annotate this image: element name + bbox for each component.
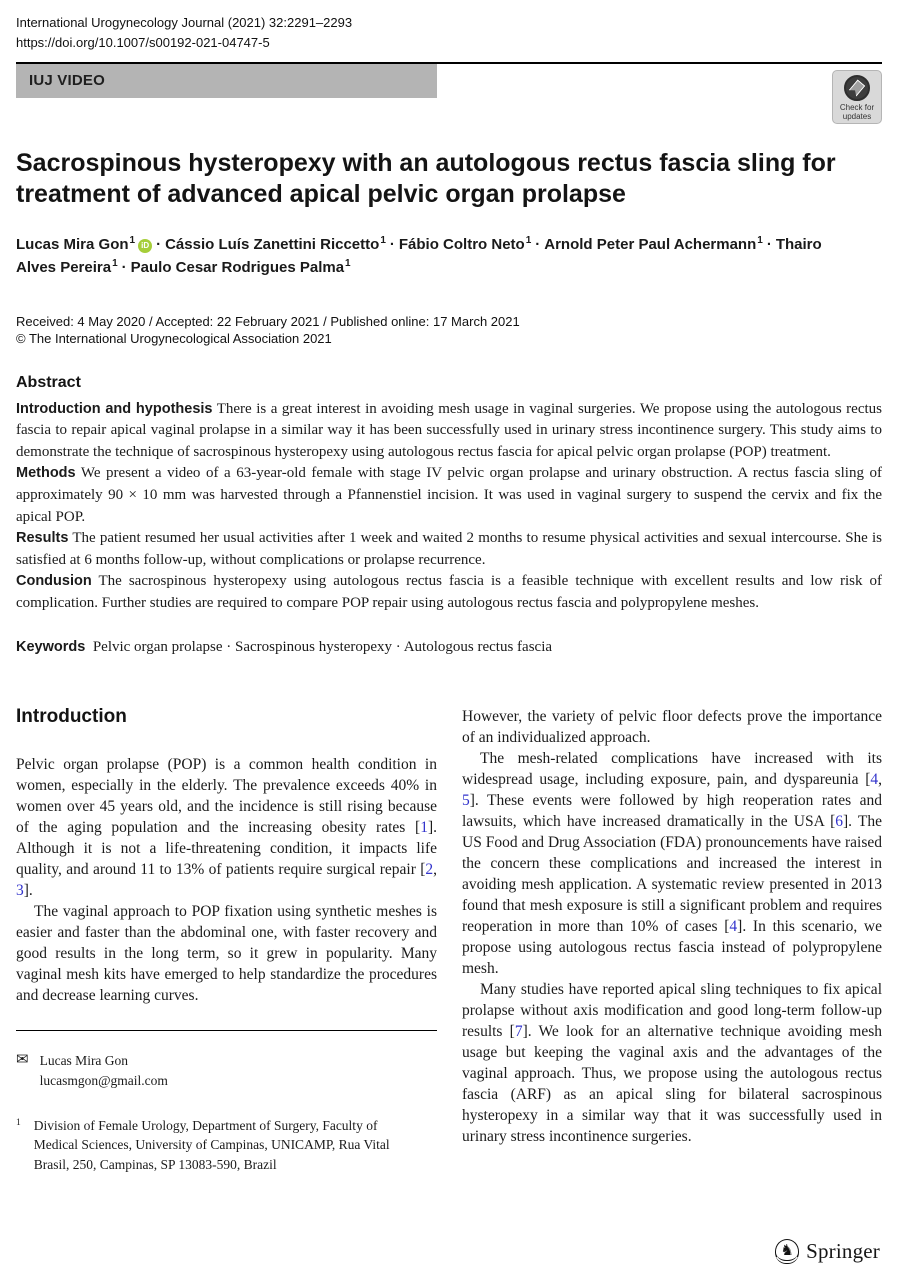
author-name[interactable]: Lucas Mira Gon$^1$	[16, 235, 136, 254]
affiliation-superscript: 1	[112, 258, 118, 270]
journal-citation: International Urogynecology Journal (2021) 32:2291–2293	[16, 15, 353, 30]
citation-link[interactable]: 7	[514, 1022, 523, 1040]
author-separator: ·	[389, 236, 395, 254]
abstract-heading: Abstract	[16, 373, 81, 391]
affiliation-superscript: 1	[345, 258, 351, 270]
author-separator: ·	[156, 236, 162, 254]
footnote-rule	[16, 1030, 437, 1032]
keywords-line	[16, 639, 882, 656]
article-history: Received: 4 May 2020 / Accepted: 22 February 2021 / Published online: 17 March 2021	[16, 313, 520, 329]
abstract-section-label: Introduction and hypothesis	[16, 400, 213, 417]
author-name[interactable]: Arnold Peter Paul Achermann$^1$	[544, 235, 763, 254]
copyright-line: © The International Urogynecological Association 2021	[16, 330, 332, 346]
email-icon: ✉	[16, 1052, 29, 1069]
keywords-label: Keywords	[16, 638, 86, 655]
citation-link[interactable]: 6	[835, 812, 843, 830]
author-name[interactable]: Fábio Coltro Neto$^1$	[398, 235, 532, 254]
springer-knight-icon: ♞	[775, 1239, 799, 1264]
citation-link[interactable]: 4	[729, 917, 738, 935]
citation-link[interactable]: 2	[425, 860, 434, 878]
citation-link[interactable]: 1	[420, 818, 428, 836]
abstract-section: Introduction and hypothesis There is a great interest in avoiding mesh usage in vaginal surgeries. We propose using the autologous rectus fascia to repair apical vaginal prolapse in a similar way it has been successfully used in urinary stress incontinence surgery. This study aims to demonstrate the technique of sacrospinous hysteropexy using autologous rectus fascia for apical pelvic organ prolapse (POP) treatment.	[16, 400, 882, 460]
affiliation-text: Division of Female Urology, Department of Surgery, Faculty of Medical Sciences, University of Campinas, UNICAMP, Rua Vital Brasil, 250, Campinas, SP 13083-590, Brazil	[33, 1117, 390, 1172]
intro-paragraph: Pelvic organ prolapse (POP) is a common health condition in women, especially in the elderly. The prevalence exceeds 40% in women over 45 years old, and the incidence is still rising because of the aging population and the increasing obesity rates [1]. Although it is not a life-threatening condition, it impacts life quality, and around 11 to 13% of patients require surgical repair [2, 3].	[16, 755, 437, 899]
author-separator: ·	[535, 236, 541, 254]
affiliation-marker: 1	[16, 1117, 21, 1128]
intro-paragraph: However, the variety of pelvic floor defects prove the importance of an individualized approach.	[462, 707, 882, 746]
correspondence-name: Lucas Mira Gon	[39, 1053, 129, 1069]
section-banner: IUJ VIDEO	[16, 64, 437, 98]
doi-link[interactable]: https://doi.org/10.1007/s00192-021-04747-5	[16, 34, 270, 50]
abstract-section: Methods We present a video of a 63-year-old female with stage IV pelvic organ prolapse and urinary obstruction. A rectus fascia sling of approximately 90 × 10 mm was harvested through a Pfannenstiel incision. It was used in vaginal surgery to suspend the cervix and fix the apical POP.	[16, 465, 883, 525]
springer-logo	[775, 1239, 880, 1264]
abstract-body	[16, 399, 882, 615]
citation-link[interactable]: 4	[870, 770, 879, 788]
orcid-icon[interactable]: iD	[138, 239, 152, 253]
article-body-columns	[16, 706, 882, 1175]
intro-paragraph: The vaginal approach to POP fixation using synthetic meshes is easier and faster than the abdominal one, with faster recovery and good results in the long term, so it grew in popularity. Many vaginal mesh kits have emerged to help standardize the procedures and decrease learning curves.	[16, 902, 437, 1004]
affiliation-superscript: 1	[129, 235, 136, 247]
left-column	[16, 706, 437, 1175]
intro-paragraph: The mesh-related complications have increased with its widespread usage, including exposure, pain, and dyspareunia [4, 5]. These events were followed by high reoperation rates and lawsuits, which have increased dramatically in the USA [6]. The US Food and Drug Association (FDA) pronouncements have raised the concern these complications and increased the interest in avoiding mesh application. A systematic review presented in 2013 found that mesh exposure is still a significant problem and requires reoperation in more than 10% of cases [4]. In this scenario, we propose using autologous rectus fascia instead of polypropylene mesh.	[462, 749, 882, 977]
author-name[interactable]: Cássio Luís Zanettini Riccetto$^1$	[165, 235, 386, 254]
abstract-section-label: Condusion	[16, 573, 92, 590]
update-badge-icon	[844, 75, 870, 101]
intro-paragraph: Many studies have reported apical sling techniques to fix apical prolapse without axis modification and good long-term follow-up results [7]. We look for an alternative technique avoiding mesh usage but keeping the vaginal axis and the advantages of the vaginal approach. Thus, we propose using the autologous rectus fascia (ARF) as an apical sling for bilateral sacrospinous hysteropexy in a similar way that it was successfully used in urinary stress incontinence surgeries.	[462, 980, 882, 1145]
author-list	[16, 233, 846, 280]
correspondence	[16, 1051, 437, 1092]
abstract-section-label: Methods	[16, 465, 76, 482]
check-for-updates-badge[interactable]	[832, 70, 882, 124]
right-column	[462, 706, 882, 1175]
bookmark-icon	[849, 79, 866, 96]
abstract-section: Results The patient resumed her usual activities after 1 week and waited 2 months to resume physical activities and sexual intercourse. She is satisfied at 6 months follow-up, without complications or prolapse recurrence.	[16, 530, 882, 568]
abstract-section-label: Results	[16, 530, 69, 547]
update-badge-label: Check for updates	[839, 103, 875, 122]
author-name[interactable]: Paulo Cesar Rodrigues Palma$^1$	[130, 258, 351, 277]
affiliation-superscript: 1	[525, 235, 532, 247]
affiliation-footnote	[16, 1116, 437, 1175]
affiliation-superscript: 1	[757, 235, 763, 247]
article-title: Sacrospinous hysteropexy with an autologous rectus fascia sling for treatment of advanced apical pelvic organ prolapse	[16, 149, 836, 208]
citation-link[interactable]: 3	[16, 881, 24, 899]
keywords-text: Pelvic organ prolapse · Sacrospinous hysteropexy · Autologous rectus fascia	[92, 638, 553, 655]
author-separator: ·	[766, 236, 772, 254]
author-separator: ·	[121, 259, 127, 277]
affiliation-superscript: 1	[380, 235, 386, 247]
page-header	[16, 14, 882, 53]
correspondence-email[interactable]: lucasmgon@gmail.com	[39, 1073, 168, 1089]
footnote-block	[16, 1030, 437, 1175]
abstract-section: Condusion The sacrospinous hysteropexy using autologous rectus fascia is a feasible technique with excellent results and low risk of complication. Further studies are required to compare POP repair using autologous rectus fascia and polypropylene meshes.	[16, 573, 882, 612]
author-name[interactable]: Thairo Alves Pereira$^1$	[16, 236, 822, 277]
citation-link[interactable]: 5	[462, 791, 470, 809]
introduction-heading: Introduction	[16, 705, 127, 727]
publisher-name: Springer	[806, 1239, 880, 1263]
